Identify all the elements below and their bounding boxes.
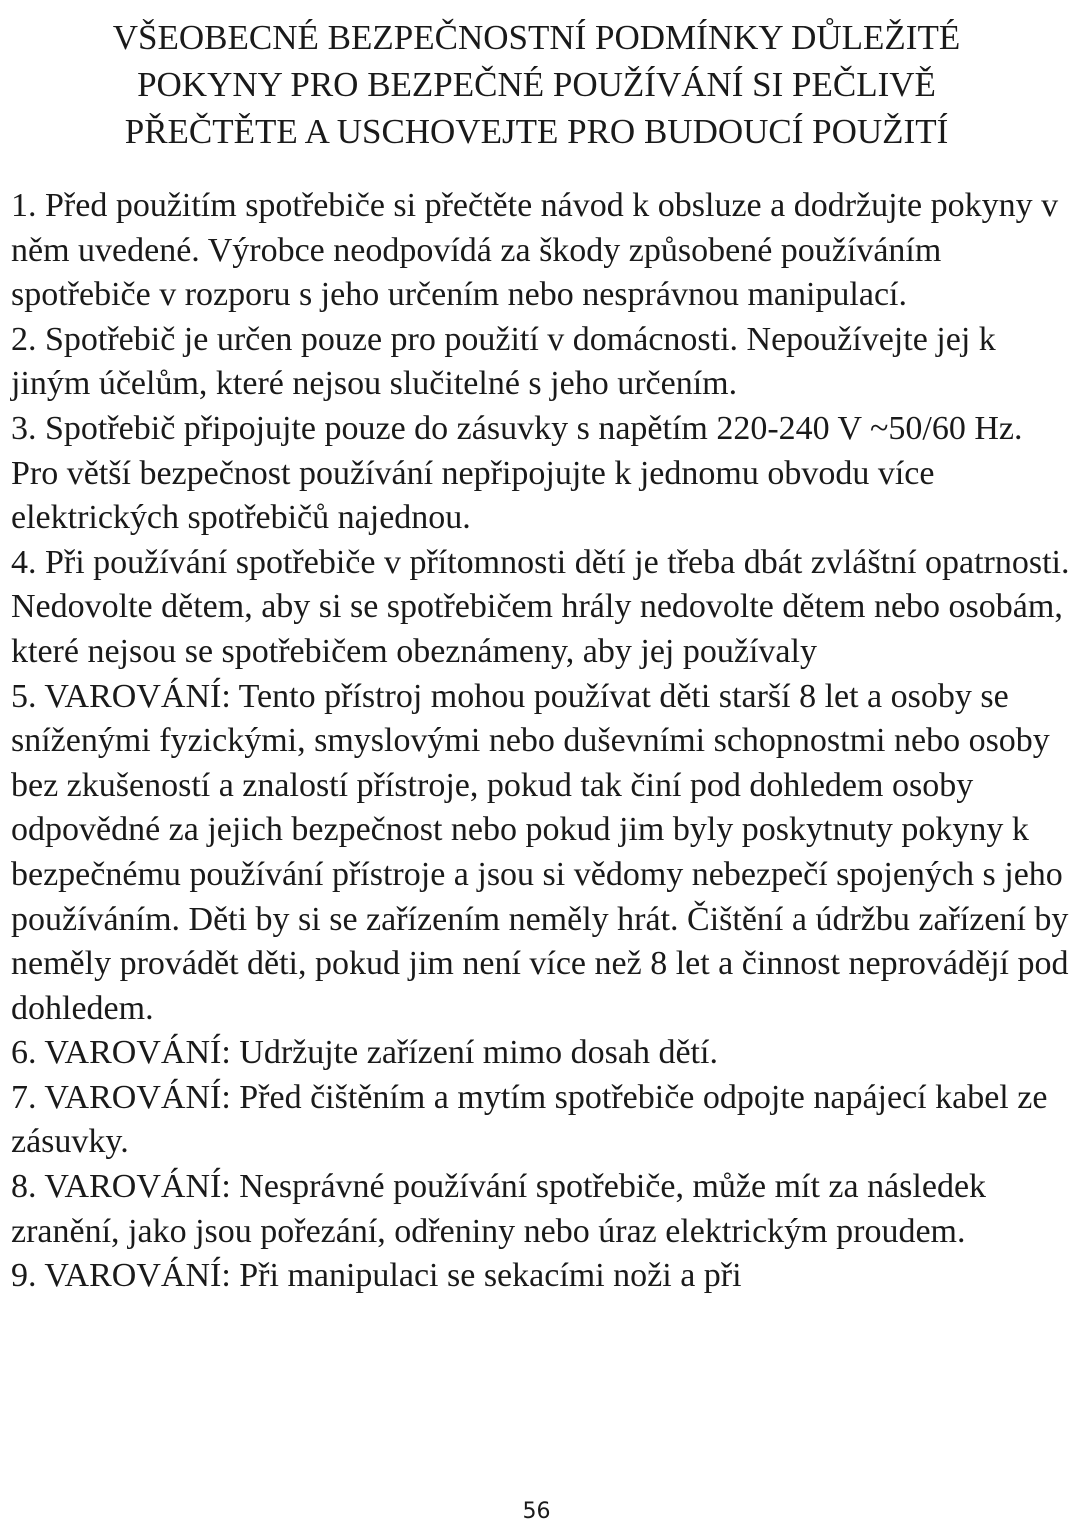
instruction-item-9: 9. VAROVÁNÍ: Při manipulaci se sekacími noži a při — [11, 1257, 742, 1295]
title-line-2: POKYNY PRO BEZPEČNÉ POUŽÍVÁNÍ SI PEČLIVĚ — [137, 65, 936, 104]
instruction-item-1: 1. Před použitím spotřebiče si přečtěte návod k obsluze a dodržujte pokyny v něm uvedené. Výrobce neodpovídá za škody způsobené používáním spotřebiče v rozporu s jeho určením nebo nesprávnou manipulací. — [11, 187, 1059, 314]
instruction-item-5: 5. VAROVÁNÍ: Tento přístroj mohou používat děti starší 8 let a osoby se sníženými fyzickými, smyslovými nebo duševními schopnostmi nebo osoby bez zkušeností a znalostí přístroje, pokud tak činí pod dohledem osoby odpovědné za jejich bezpečnost nebo pokud jim byly poskytnuty pokyny k bezpečnému používání přístroje a jsou si vědomy nebezpečí spojených s jeho používáním. Děti by si se zařízením neměly hrát. Čištění a údržbu zařízení by neměly provádět děti, pokud jim není více než 8 let a činnost neprovádějí pod dohledem. — [11, 677, 1069, 1027]
instruction-item-3: 3. Spotřebič připojujte pouze do zásuvky s napětím 220-240 V ~50/60 Hz. Pro větší bezpečnost používání nepřipojujte k jednomu obvodu více elektrických spotřebičů najednou. — [11, 409, 1023, 537]
page-number: 56 — [522, 1499, 551, 1524]
instruction-item-4: 4. Při používání spotřebiče v přítomnosti dětí je třeba dbát zvláštní opatrnosti. Nedovolte dětem, aby si se spotřebičem hrály nedovolte dětem nebo osobám, které nejsou se spotřebičem obeznámeny, aby jej používaly — [11, 543, 1070, 670]
page-title — [0, 14, 1073, 155]
instruction-item-6: 6. VAROVÁNÍ: Udržujte zařízení mimo dosah dětí. — [11, 1034, 718, 1072]
instruction-item-2: 2. Spotřebič je určen pouze pro použití v domácnosti. Nepoužívejte jej k jiným účelům, které nejsou slučitelné s jeho určením. — [11, 320, 996, 403]
title-line-1: VŠEOBECNÉ BEZPEČNOSTNÍ PODMÍNKY DŮLEŽITÉ — [112, 18, 961, 57]
title-line-3: PŘEČTĚTE A USCHOVEJTE PRO BUDOUCÍ POUŽITÍ — [124, 112, 949, 151]
safety-instructions-list — [11, 184, 1071, 1299]
instruction-item-7: 7. VAROVÁNÍ: Před čištěním a mytím spotřebiče odpojte napájecí kabel ze zásuvky. — [11, 1078, 1048, 1161]
instruction-item-8: 8. VAROVÁNÍ: Nesprávné používání spotřebiče, může mít za následek zranění, jako jsou pořezání, odřeniny nebo úraz elektrickým proudem. — [11, 1168, 987, 1250]
